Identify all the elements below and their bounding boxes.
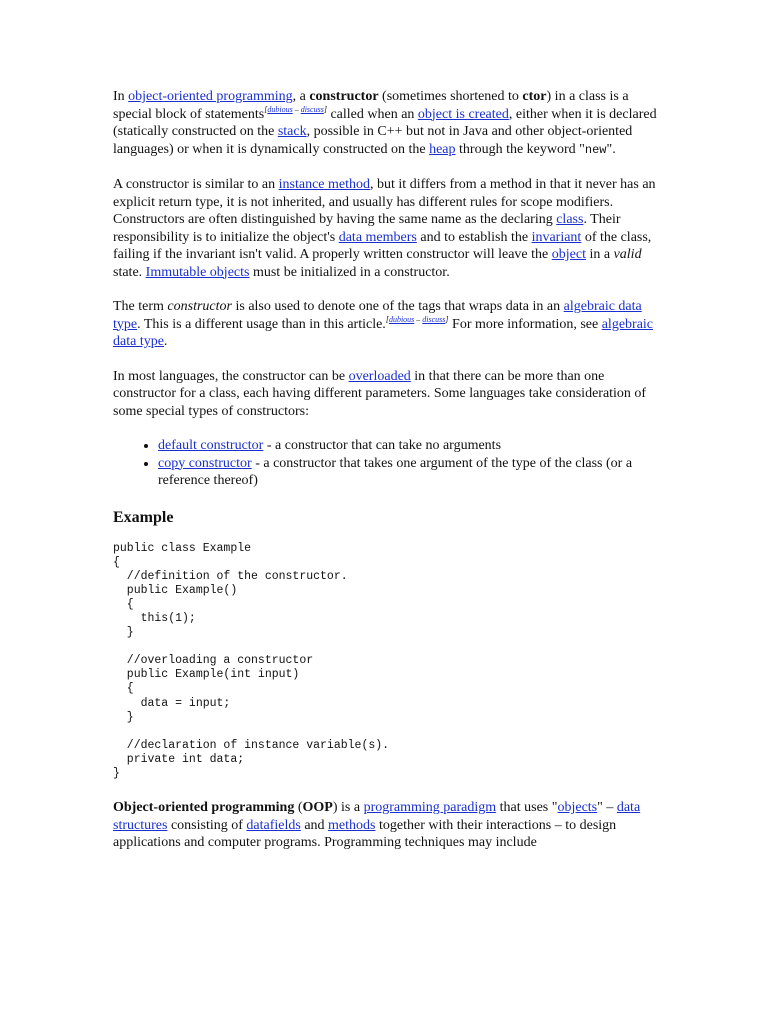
para3-text-3: . This is a different usage than in this article.: [137, 316, 386, 332]
similarity-paragraph: [113, 176, 658, 281]
para2-text-8: must be initialized in a constructor.: [249, 264, 450, 280]
para5-text-6: and: [300, 817, 329, 833]
para5-text-7: together with their interactions – to design applications and computer programs. Programming techniques may include: [113, 817, 617, 851]
constructor-types-list: [113, 437, 658, 490]
para2-text-6: in a: [585, 247, 614, 262]
list-item: [158, 437, 658, 455]
para4-text-1: In most languages, the constructor can be: [113, 368, 349, 384]
citation-note: [264, 105, 327, 114]
para3-text-5: .: [163, 334, 168, 349]
para5-text-5: consisting of: [167, 817, 247, 833]
para2-text-7: state.: [113, 264, 146, 280]
term-valid: valid: [613, 247, 642, 262]
link-algebraic-data-type[interactable]: algebraic data type: [113, 299, 642, 332]
intro-text-5: called when an: [326, 106, 418, 122]
example-heading: Example: [113, 508, 174, 526]
link-datafields[interactable]: datafields: [246, 817, 301, 833]
para2-text-5: of the class, failing if the invariant isn't valid. A properly written constructor will leave the: [113, 229, 652, 262]
link-stack[interactable]: stack: [277, 124, 307, 139]
link-class[interactable]: class: [556, 212, 584, 227]
intro-text-4: ) in a class is a special block of statements: [113, 89, 629, 122]
link-object-is-created[interactable]: object is created: [417, 106, 509, 122]
para3-text-2: is also used to denote one of the tags that wraps data in an: [231, 299, 564, 314]
para2-text-2: , but it differs from a method in that it never has an explicit return type, it is not inherited, and usually has different rules for scope modifiers. Constructors are often distinguished by having the same name as the declaring: [113, 177, 656, 227]
link-copy-constructor[interactable]: copy constructor: [158, 455, 252, 471]
intro-text-2: , a: [292, 89, 310, 104]
list-item-text: - a constructor that can take no arguments: [263, 438, 502, 453]
para5-text-3: that uses ": [496, 800, 558, 816]
link-object[interactable]: object: [551, 247, 586, 262]
link-methods[interactable]: methods: [328, 817, 376, 833]
intro-text-3: (sometimes shortened to: [378, 89, 523, 104]
term-constructor: constructor: [309, 89, 379, 104]
link-heap[interactable]: heap: [429, 141, 456, 157]
note-dash: –: [414, 314, 423, 324]
link-algebraic-data-type-2[interactable]: algebraic data type: [113, 316, 654, 349]
link-immutable-objects[interactable]: Immutable objects: [145, 264, 250, 280]
note-bracket-open: [: [264, 104, 268, 114]
code-block: public class Example { //definition of the constructor. public Example() { this(1); } //overloading a constructor public Example(int input) { data = input; } //declaration of instance variable(s). private int data; }: [113, 541, 390, 780]
citation-note-2: [386, 315, 449, 324]
list-item-text: - a constructor that takes one argument of the type of the class (or a reference thereof): [158, 455, 633, 488]
link-default-constructor[interactable]: default constructor: [158, 438, 264, 453]
oop-paragraph: [113, 799, 658, 852]
link-objects[interactable]: objects: [557, 800, 598, 816]
note-bracket-close: ]: [323, 104, 327, 114]
note-bracket-close: ]: [445, 314, 449, 324]
para4-text-2: in that there can be more than one constructor for a class, each having different parameters. Some languages take consideration of some special types of constructors:: [113, 368, 647, 419]
para3-text-1: The term: [113, 299, 168, 314]
link-dubious[interactable]: dubious: [267, 104, 293, 114]
intro-text-8: through the keyword ": [455, 141, 585, 157]
link-object-oriented-programming[interactable]: object-oriented programming: [128, 89, 293, 104]
keyword-new: new: [584, 142, 607, 157]
para2-text-1: A constructor is similar to an: [113, 177, 279, 192]
intro-text-6: , either when it is declared (statically constructed on the: [113, 106, 657, 139]
term-ctor: ctor: [522, 89, 547, 104]
link-instance-method[interactable]: instance method: [278, 177, 371, 192]
overloading-paragraph: [113, 368, 658, 421]
list-item: [158, 455, 658, 490]
link-programming-paradigm[interactable]: programming paradigm: [363, 800, 497, 816]
intro-paragraph: [113, 88, 658, 159]
link-overloaded[interactable]: overloaded: [348, 368, 411, 384]
intro-text-7: , possible in C++ but not in Java and other object-oriented languages) or when it is dynamically constructed on the: [113, 124, 633, 157]
note-bracket-open: [: [385, 314, 389, 324]
para2-text-4: and to establish the: [416, 229, 532, 245]
para2-text-3: . Their responsibility is to initialize the object's: [113, 212, 621, 245]
para5-text-1: (: [294, 800, 303, 816]
link-data-structures[interactable]: data structures: [113, 800, 641, 833]
link-discuss-2[interactable]: discuss: [422, 314, 446, 324]
para5-text-2: ) is a: [332, 800, 364, 816]
intro-text-1: In: [113, 89, 129, 104]
document-page: [113, 88, 658, 869]
para3-text-4: For more information, see: [448, 316, 602, 332]
link-dubious-2[interactable]: dubious: [388, 314, 415, 324]
term-constructor-italic: constructor: [167, 299, 232, 314]
para5-text-4: " –: [597, 800, 617, 816]
term-oop-abbr: OOP: [302, 800, 333, 816]
link-discuss[interactable]: discuss: [300, 104, 324, 114]
link-invariant[interactable]: invariant: [531, 229, 582, 245]
link-data-members[interactable]: data members: [338, 229, 417, 245]
term-usage-paragraph: [113, 298, 658, 351]
term-oop: Object-oriented programming: [113, 800, 295, 816]
intro-text-9: ".: [606, 141, 616, 157]
note-dash: –: [292, 104, 301, 114]
